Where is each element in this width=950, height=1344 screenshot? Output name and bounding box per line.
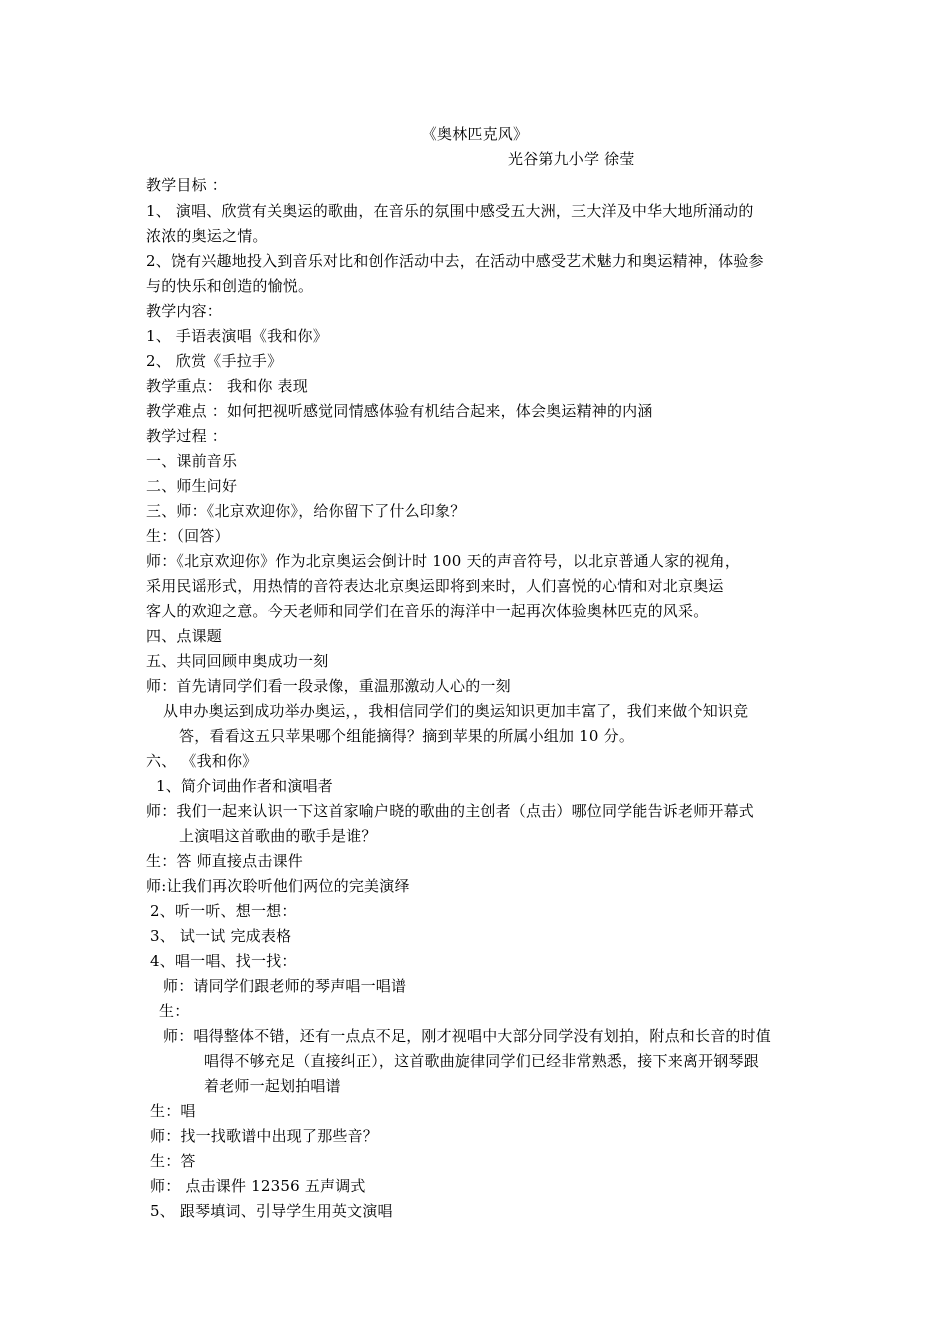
section-heading-process: 教学过程 ：: [146, 427, 227, 445]
text-line: 生：答: [150, 1152, 196, 1170]
text-line: 与的快乐和创造的愉悦。: [146, 277, 314, 295]
text-line: 从申办奥运到成功举办奥运，，我相信同学们的奥运知识更加丰富了，我们来做个知识竞: [163, 702, 749, 720]
text-line: 生：唱: [150, 1102, 196, 1120]
text-line: 2、听一听、想一想：: [150, 902, 297, 920]
text-line: 师：唱得整体不错，还有一点点不足，刚才视唱中大部分同学没有划拍，附点和长音的时值: [163, 1027, 772, 1045]
text-line: 唱得不够充足（直接纠正），这首歌曲旋律同学们已经非常熟悉，接下来离开钢琴跟: [204, 1052, 759, 1070]
text-line: 六、 《我和你》: [146, 752, 258, 770]
text-line: 客人的欢迎之意。今天老师和同学们在音乐的海洋中一起再次体验奥林匹克的风采。: [146, 602, 709, 620]
section-heading-difficulty: 教学难点 ：如何把视听感觉同情感体验有机结合起来，体会奥运精神的内涵: [146, 402, 653, 420]
document-title: 《奥林匹克风》: [421, 125, 529, 143]
text-line: 师:让我们再次聆听他们两位的完美演绎: [146, 877, 410, 895]
text-line: 采用民谣形式，用热情的音符表达北京奥运即将到来时，人们喜悦的心情和对北京奥运: [146, 577, 724, 595]
text-line: 1、 手语表演唱《我和你》: [146, 327, 328, 345]
text-line: 四、点课题: [146, 627, 223, 645]
text-line: 上演唱这首歌曲的歌手是谁？: [179, 827, 377, 845]
text-line: 师： 点击课件 12356 五声调式: [150, 1177, 366, 1195]
text-line: 生：: [159, 1002, 190, 1020]
text-line: 1、简介词曲作者和演唱者: [156, 777, 333, 795]
section-heading-goals: 教学目标 ：: [146, 176, 227, 194]
text-line: 5、 跟琴填词、引导学生用英文演唱: [150, 1202, 393, 1220]
text-line: 生：（回答）: [146, 527, 230, 545]
text-line: 师：我们一起来认识一下这首家喻户晓的歌曲的主创者（点击）哪位同学能告诉老师开幕式: [146, 802, 755, 820]
text-line: 生：答 师直接点击课件: [146, 852, 303, 870]
document-author: 光谷第九小学 徐莹: [508, 150, 635, 168]
text-line: 浓浓的奥运之情。: [146, 227, 268, 245]
text-line: 五、共同回顾申奥成功一刻: [146, 652, 329, 670]
text-line: 3、 试一试 完成表格: [150, 927, 292, 945]
text-line: 师：请同学们跟老师的琴声唱一唱谱: [163, 977, 407, 995]
text-line: 二、师生问好: [146, 477, 238, 495]
text-line: 三、师：《北京欢迎你》，给你留下了什么印象？: [146, 502, 466, 520]
text-line: 1、 演唱、欣赏有关奥运的歌曲，在音乐的氛围中感受五大洲，三大洋及中华大地所涌动的: [146, 202, 754, 220]
text-line: 2、 欣赏《手拉手》: [146, 352, 283, 370]
text-line: 2、饶有兴趣地投入到音乐对比和创作活动中去，在活动中感受艺术魅力和奥运精神，体验参: [146, 252, 764, 270]
text-line: 师：《北京欢迎你》作为北京奥运会倒计时 100 天的声音符号，以北京普通人家的视角，: [146, 552, 741, 570]
text-line: 答，看看这五只苹果哪个组能摘得？摘到苹果的所属小组加 10 分。: [179, 727, 635, 745]
text-line: 师：找一找歌谱中出现了那些音？: [150, 1127, 379, 1145]
text-line: 4、唱一唱、找一找：: [150, 952, 297, 970]
section-heading-content: 教学内容：: [146, 302, 223, 320]
text-line: 师：首先请同学们看一段录像，重温那激动人心的一刻: [146, 677, 511, 695]
text-line: 着老师一起划拍唱谱: [204, 1077, 341, 1095]
text-line: 一、课前音乐: [146, 452, 238, 470]
section-heading-focus: 教学重点： 我和你 表现: [146, 377, 308, 395]
